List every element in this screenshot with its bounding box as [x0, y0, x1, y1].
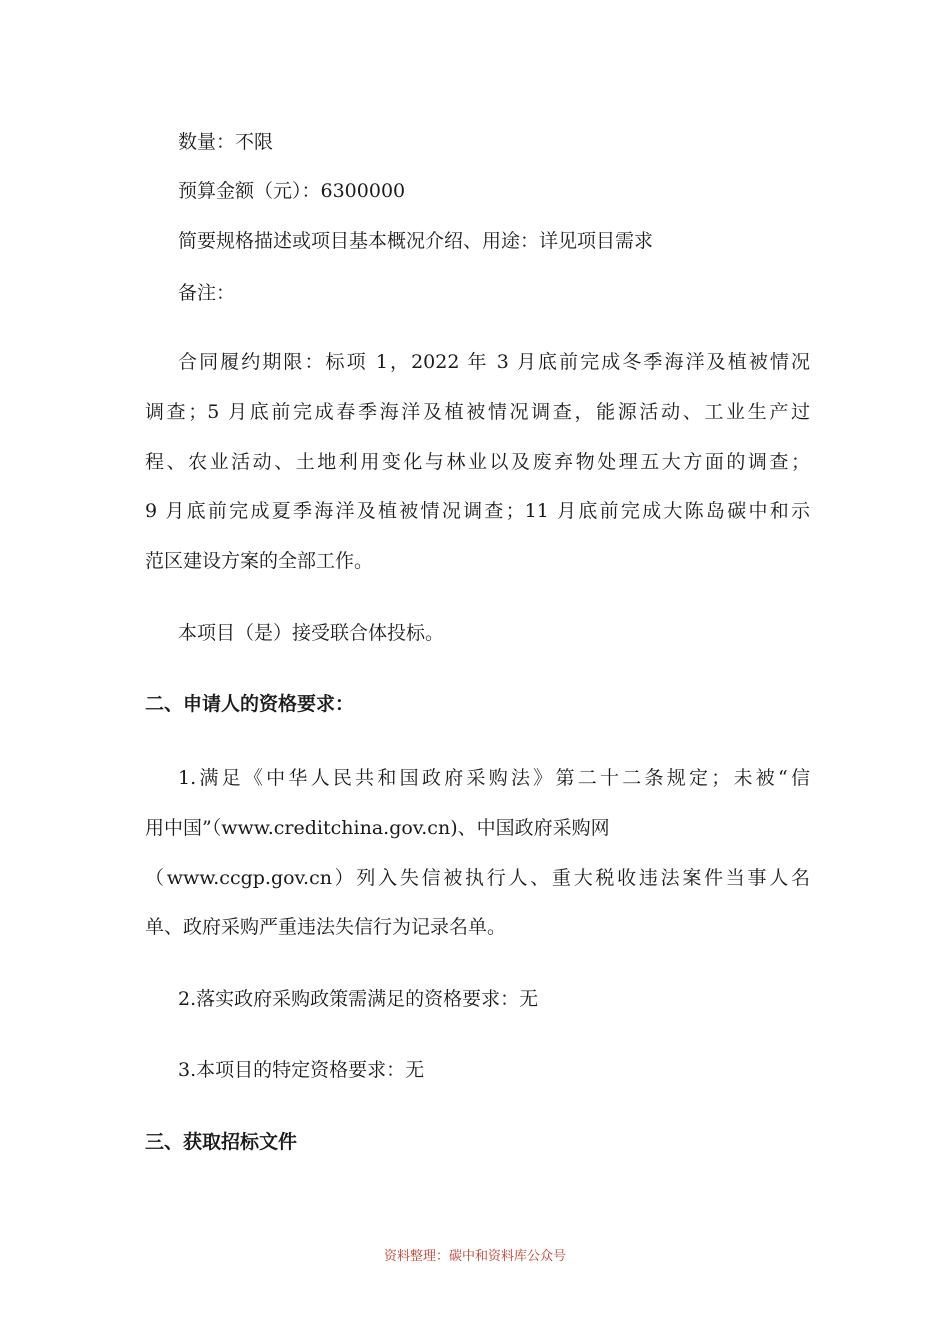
- footer-source-note: 资料整理：碳中和资料库公众号: [383, 1249, 566, 1264]
- requirement-3-line: 3.本项目的特定资格要求：无: [178, 1059, 425, 1081]
- contract-period-line: 调查；5 月底前完成春季海洋及植被情况调查，能源活动、工业生产过: [145, 401, 810, 423]
- requirement-1-line: 用中国”（www.creditchina.gov.cn)、中国政府采购网: [145, 817, 610, 839]
- requirement-1-line: 单、政府采购严重违法失信行为记录名单。: [145, 916, 507, 938]
- contract-period-line: 合同履约期限：标项 1，2022 年 3 月底前完成冬季海洋及植被情况: [178, 351, 810, 373]
- summary-line: 简要规格描述或项目基本概况介绍、用途：详见项目需求: [178, 230, 654, 252]
- consortium-line: 本项目（是）接受联合体投标。: [178, 622, 445, 644]
- budget-line: 预算金额（元）：6300000: [178, 180, 406, 202]
- contract-period-line: 范区建设方案的全部工作。: [145, 550, 374, 572]
- section3-heading: 三、获取招标文件: [145, 1131, 298, 1153]
- remark-line: 备注：: [178, 282, 236, 304]
- contract-period-line: 程、农业活动、土地利用变化与林业以及废弃物处理五大方面的调查；: [145, 451, 810, 473]
- requirement-1-line: （www.ccgp.gov.cn）列入失信被执行人、重大税收违法案件当事人名: [145, 867, 810, 889]
- quantity-line: 数量：不限: [178, 131, 274, 153]
- contract-period-line: 9 月底前完成夏季海洋及植被情况调查；11 月底前完成大陈岛碳中和示: [145, 500, 810, 522]
- requirement-1-line: 1.满足《中华人民共和国政府采购法》第二十二条规定；未被“信: [178, 767, 810, 789]
- section2-heading: 二、申请人的资格要求：: [145, 693, 355, 715]
- requirement-2-line: 2.落实政府采购政策需满足的资格要求：无: [178, 988, 539, 1010]
